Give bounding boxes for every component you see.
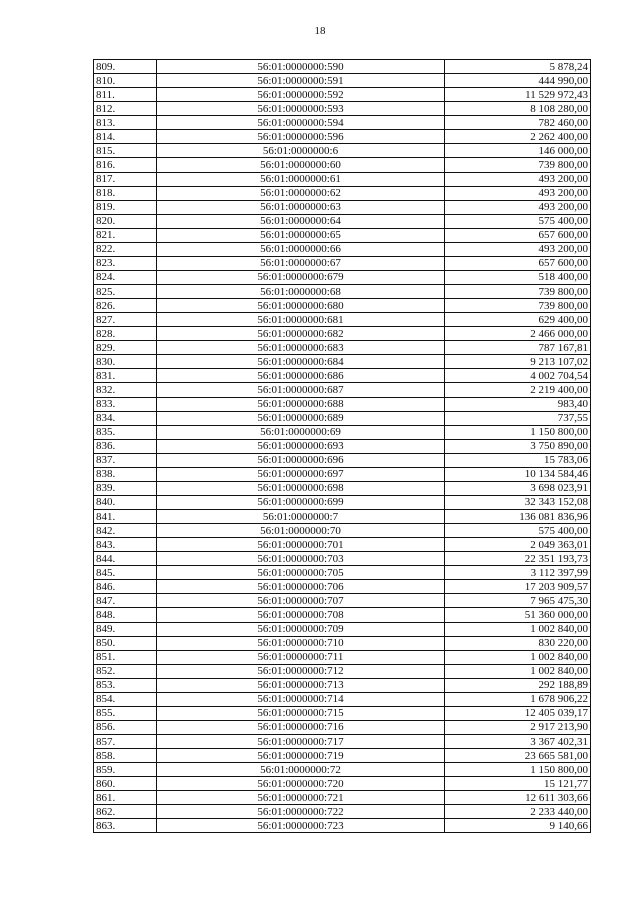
row-number: 828. <box>94 327 157 341</box>
row-number: 825. <box>94 285 157 299</box>
row-number: 837. <box>94 453 157 467</box>
cadastral-value: 1 150 800,00 <box>445 763 591 777</box>
cadastral-number: 56:01:0000000:688 <box>157 397 445 411</box>
cadastral-number: 56:01:0000000:680 <box>157 299 445 313</box>
cadastral-number: 56:01:0000000:714 <box>157 692 445 706</box>
table-row <box>94 439 591 453</box>
cadastral-value: 32 343 152,08 <box>445 495 591 509</box>
row-number: 846. <box>94 580 157 594</box>
cadastral-number: 56:01:0000000:62 <box>157 186 445 200</box>
table-row <box>94 327 591 341</box>
cadastral-number: 56:01:0000000:682 <box>157 327 445 341</box>
row-number: 860. <box>94 777 157 791</box>
table-row <box>94 749 591 763</box>
table-row <box>94 397 591 411</box>
cadastral-number: 56:01:0000000:689 <box>157 411 445 425</box>
row-number: 850. <box>94 636 157 650</box>
row-number: 847. <box>94 594 157 608</box>
row-number: 810. <box>94 74 157 88</box>
cadastral-value: 10 134 584,46 <box>445 467 591 481</box>
table-row <box>94 664 591 678</box>
cadastral-value: 3 750 890,00 <box>445 439 591 453</box>
table-row <box>94 172 591 186</box>
table-row <box>94 735 591 749</box>
table-row <box>94 763 591 777</box>
cadastral-value: 2 466 000,00 <box>445 327 591 341</box>
row-number: 814. <box>94 130 157 144</box>
row-number: 848. <box>94 608 157 622</box>
table-row <box>94 650 591 664</box>
row-number: 859. <box>94 763 157 777</box>
row-number: 844. <box>94 552 157 566</box>
cadastral-number: 56:01:0000000:66 <box>157 242 445 256</box>
row-number: 829. <box>94 341 157 355</box>
table-row <box>94 130 591 144</box>
row-number: 854. <box>94 692 157 706</box>
row-number: 811. <box>94 88 157 102</box>
cadastral-number: 56:01:0000000:70 <box>157 524 445 538</box>
cadastral-number: 56:01:0000000:719 <box>157 749 445 763</box>
row-number: 849. <box>94 622 157 636</box>
table-row <box>94 510 591 524</box>
table-row <box>94 467 591 481</box>
row-number: 823. <box>94 256 157 270</box>
cadastral-number: 56:01:0000000:60 <box>157 158 445 172</box>
cadastral-number: 56:01:0000000:698 <box>157 481 445 495</box>
row-number: 832. <box>94 383 157 397</box>
cadastral-value: 23 665 581,00 <box>445 749 591 763</box>
cadastral-value: 136 081 836,96 <box>445 510 591 524</box>
row-number: 819. <box>94 200 157 214</box>
cadastral-value: 2 219 400,00 <box>445 383 591 397</box>
row-number: 839. <box>94 481 157 495</box>
cadastral-number: 56:01:0000000:590 <box>157 60 445 74</box>
cadastral-value: 4 002 704,54 <box>445 369 591 383</box>
cadastral-value: 1 678 906,22 <box>445 692 591 706</box>
row-number: 845. <box>94 566 157 580</box>
cadastral-number: 56:01:0000000:6 <box>157 144 445 158</box>
cadastral-number: 56:01:0000000:707 <box>157 594 445 608</box>
cadastral-number: 56:01:0000000:706 <box>157 580 445 594</box>
row-number: 826. <box>94 299 157 313</box>
cadastral-value: 739 800,00 <box>445 285 591 299</box>
cadastral-value: 146 000,00 <box>445 144 591 158</box>
cadastral-number: 56:01:0000000:63 <box>157 200 445 214</box>
cadastral-number: 56:01:0000000:720 <box>157 777 445 791</box>
row-number: 856. <box>94 720 157 734</box>
cadastral-value: 1 150 800,00 <box>445 425 591 439</box>
row-number: 818. <box>94 186 157 200</box>
row-number: 827. <box>94 313 157 327</box>
table-row <box>94 313 591 327</box>
cadastral-number: 56:01:0000000:722 <box>157 805 445 819</box>
cadastral-number: 56:01:0000000:592 <box>157 88 445 102</box>
cadastral-value: 493 200,00 <box>445 172 591 186</box>
cadastral-number: 56:01:0000000:684 <box>157 355 445 369</box>
table-row <box>94 622 591 636</box>
row-number: 841. <box>94 510 157 524</box>
cadastral-value: 3 112 397,99 <box>445 566 591 580</box>
row-number: 813. <box>94 116 157 130</box>
cadastral-number: 56:01:0000000:705 <box>157 566 445 580</box>
table-row <box>94 341 591 355</box>
cadastral-number: 56:01:0000000:61 <box>157 172 445 186</box>
cadastral-number: 56:01:0000000:697 <box>157 467 445 481</box>
row-number: 836. <box>94 439 157 453</box>
table-row <box>94 706 591 720</box>
cadastral-value: 9 140,66 <box>445 819 591 833</box>
cadastral-number: 56:01:0000000:681 <box>157 313 445 327</box>
cadastral-value: 2 917 213,90 <box>445 720 591 734</box>
table-row <box>94 524 591 538</box>
table-row <box>94 411 591 425</box>
table-row <box>94 214 591 228</box>
cadastral-number: 56:01:0000000:68 <box>157 285 445 299</box>
cadastral-value: 15 783,06 <box>445 453 591 467</box>
cadastral-number: 56:01:0000000:696 <box>157 453 445 467</box>
table-row <box>94 805 591 819</box>
cadastral-value: 493 200,00 <box>445 186 591 200</box>
cadastral-value: 739 800,00 <box>445 299 591 313</box>
table-row <box>94 88 591 102</box>
table-body <box>94 60 591 833</box>
table-row <box>94 580 591 594</box>
cadastral-number: 56:01:0000000:717 <box>157 735 445 749</box>
cadastral-value: 575 400,00 <box>445 524 591 538</box>
row-number: 842. <box>94 524 157 538</box>
table-row <box>94 270 591 284</box>
cadastral-number: 56:01:0000000:710 <box>157 636 445 650</box>
row-number: 855. <box>94 706 157 720</box>
cadastral-number: 56:01:0000000:723 <box>157 819 445 833</box>
cadastral-value: 2 049 363,01 <box>445 538 591 552</box>
cadastral-number: 56:01:0000000:713 <box>157 678 445 692</box>
cadastral-number: 56:01:0000000:711 <box>157 650 445 664</box>
row-number: 852. <box>94 664 157 678</box>
cadastral-number: 56:01:0000000:721 <box>157 791 445 805</box>
row-number: 862. <box>94 805 157 819</box>
table-row <box>94 285 591 299</box>
table-row <box>94 355 591 369</box>
cadastral-number: 56:01:0000000:712 <box>157 664 445 678</box>
row-number: 812. <box>94 102 157 116</box>
cadastral-number: 56:01:0000000:715 <box>157 706 445 720</box>
row-number: 838. <box>94 467 157 481</box>
table-row <box>94 481 591 495</box>
table-row <box>94 552 591 566</box>
table-row <box>94 200 591 214</box>
row-number: 835. <box>94 425 157 439</box>
table-row <box>94 383 591 397</box>
table-row <box>94 538 591 552</box>
cadastral-number: 56:01:0000000:708 <box>157 608 445 622</box>
cadastral-number: 56:01:0000000:591 <box>157 74 445 88</box>
cadastral-value: 3 698 023,91 <box>445 481 591 495</box>
row-number: 821. <box>94 228 157 242</box>
table-row <box>94 102 591 116</box>
table-row <box>94 299 591 313</box>
table-row <box>94 777 591 791</box>
table-row <box>94 495 591 509</box>
row-number: 834. <box>94 411 157 425</box>
cadastral-value: 830 220,00 <box>445 636 591 650</box>
row-number: 822. <box>94 242 157 256</box>
cadastral-value: 9 213 107,02 <box>445 355 591 369</box>
row-number: 840. <box>94 495 157 509</box>
cadastral-number: 56:01:0000000:7 <box>157 510 445 524</box>
cadastral-value: 8 108 280,00 <box>445 102 591 116</box>
table-row <box>94 256 591 270</box>
cadastral-value: 1 002 840,00 <box>445 622 591 636</box>
table-row <box>94 144 591 158</box>
cadastral-value: 292 188,89 <box>445 678 591 692</box>
cadastral-number: 56:01:0000000:703 <box>157 552 445 566</box>
table-row <box>94 116 591 130</box>
row-number: 820. <box>94 214 157 228</box>
row-number: 833. <box>94 397 157 411</box>
cadastral-value: 3 367 402,31 <box>445 735 591 749</box>
cadastral-value: 11 529 972,43 <box>445 88 591 102</box>
page-number: 18 <box>314 25 326 37</box>
cadastral-number: 56:01:0000000:679 <box>157 270 445 284</box>
row-number: 830. <box>94 355 157 369</box>
cadastral-value: 518 400,00 <box>445 270 591 284</box>
row-number: 851. <box>94 650 157 664</box>
row-number: 853. <box>94 678 157 692</box>
cadastral-value: 787 167,81 <box>445 341 591 355</box>
table-row <box>94 60 591 74</box>
cadastral-value: 2 262 400,00 <box>445 130 591 144</box>
cadastral-number: 56:01:0000000:699 <box>157 495 445 509</box>
cadastral-number: 56:01:0000000:701 <box>157 538 445 552</box>
cadastral-number: 56:01:0000000:67 <box>157 256 445 270</box>
cadastral-number: 56:01:0000000:683 <box>157 341 445 355</box>
cadastral-number: 56:01:0000000:693 <box>157 439 445 453</box>
cadastral-value: 493 200,00 <box>445 242 591 256</box>
cadastral-number: 56:01:0000000:709 <box>157 622 445 636</box>
cadastral-number: 56:01:0000000:686 <box>157 369 445 383</box>
cadastral-value: 17 203 909,57 <box>445 580 591 594</box>
cadastral-number: 56:01:0000000:687 <box>157 383 445 397</box>
cadastral-value: 444 990,00 <box>445 74 591 88</box>
cadastral-value: 12 405 039,17 <box>445 706 591 720</box>
cadastral-value: 22 351 193,73 <box>445 552 591 566</box>
row-number: 861. <box>94 791 157 805</box>
cadastral-value: 657 600,00 <box>445 256 591 270</box>
cadastral-number: 56:01:0000000:716 <box>157 720 445 734</box>
row-number: 857. <box>94 735 157 749</box>
table-row <box>94 158 591 172</box>
row-number: 809. <box>94 60 157 74</box>
cadastral-value: 7 965 475,30 <box>445 594 591 608</box>
row-number: 817. <box>94 172 157 186</box>
table-row <box>94 720 591 734</box>
cadastral-number: 56:01:0000000:596 <box>157 130 445 144</box>
cadastral-value: 51 360 000,00 <box>445 608 591 622</box>
row-number: 858. <box>94 749 157 763</box>
cadastral-value: 15 121,77 <box>445 777 591 791</box>
table-row <box>94 608 591 622</box>
cadastral-number: 56:01:0000000:64 <box>157 214 445 228</box>
cadastral-table <box>93 59 591 833</box>
table-row <box>94 74 591 88</box>
cadastral-value: 5 878,24 <box>445 60 591 74</box>
cadastral-value: 575 400,00 <box>445 214 591 228</box>
table-row <box>94 594 591 608</box>
cadastral-value: 983,40 <box>445 397 591 411</box>
table-row <box>94 369 591 383</box>
cadastral-value: 1 002 840,00 <box>445 650 591 664</box>
table-row <box>94 678 591 692</box>
cadastral-value: 12 611 303,66 <box>445 791 591 805</box>
cadastral-value: 739 800,00 <box>445 158 591 172</box>
table-row <box>94 425 591 439</box>
cadastral-value: 657 600,00 <box>445 228 591 242</box>
row-number: 831. <box>94 369 157 383</box>
cadastral-number: 56:01:0000000:594 <box>157 116 445 130</box>
cadastral-value: 782 460,00 <box>445 116 591 130</box>
table-row <box>94 692 591 706</box>
row-number: 843. <box>94 538 157 552</box>
row-number: 824. <box>94 270 157 284</box>
table-row <box>94 819 591 833</box>
cadastral-number: 56:01:0000000:69 <box>157 425 445 439</box>
cadastral-value: 493 200,00 <box>445 200 591 214</box>
cadastral-number: 56:01:0000000:72 <box>157 763 445 777</box>
table-row <box>94 636 591 650</box>
table-row <box>94 186 591 200</box>
row-number: 815. <box>94 144 157 158</box>
table-row <box>94 242 591 256</box>
cadastral-value: 737,55 <box>445 411 591 425</box>
table-row <box>94 228 591 242</box>
table-row <box>94 453 591 467</box>
cadastral-number: 56:01:0000000:593 <box>157 102 445 116</box>
cadastral-number: 56:01:0000000:65 <box>157 228 445 242</box>
cadastral-value: 2 233 440,00 <box>445 805 591 819</box>
table-row <box>94 791 591 805</box>
cadastral-value: 629 400,00 <box>445 313 591 327</box>
row-number: 863. <box>94 819 157 833</box>
cadastral-value: 1 002 840,00 <box>445 664 591 678</box>
row-number: 816. <box>94 158 157 172</box>
table-row <box>94 566 591 580</box>
